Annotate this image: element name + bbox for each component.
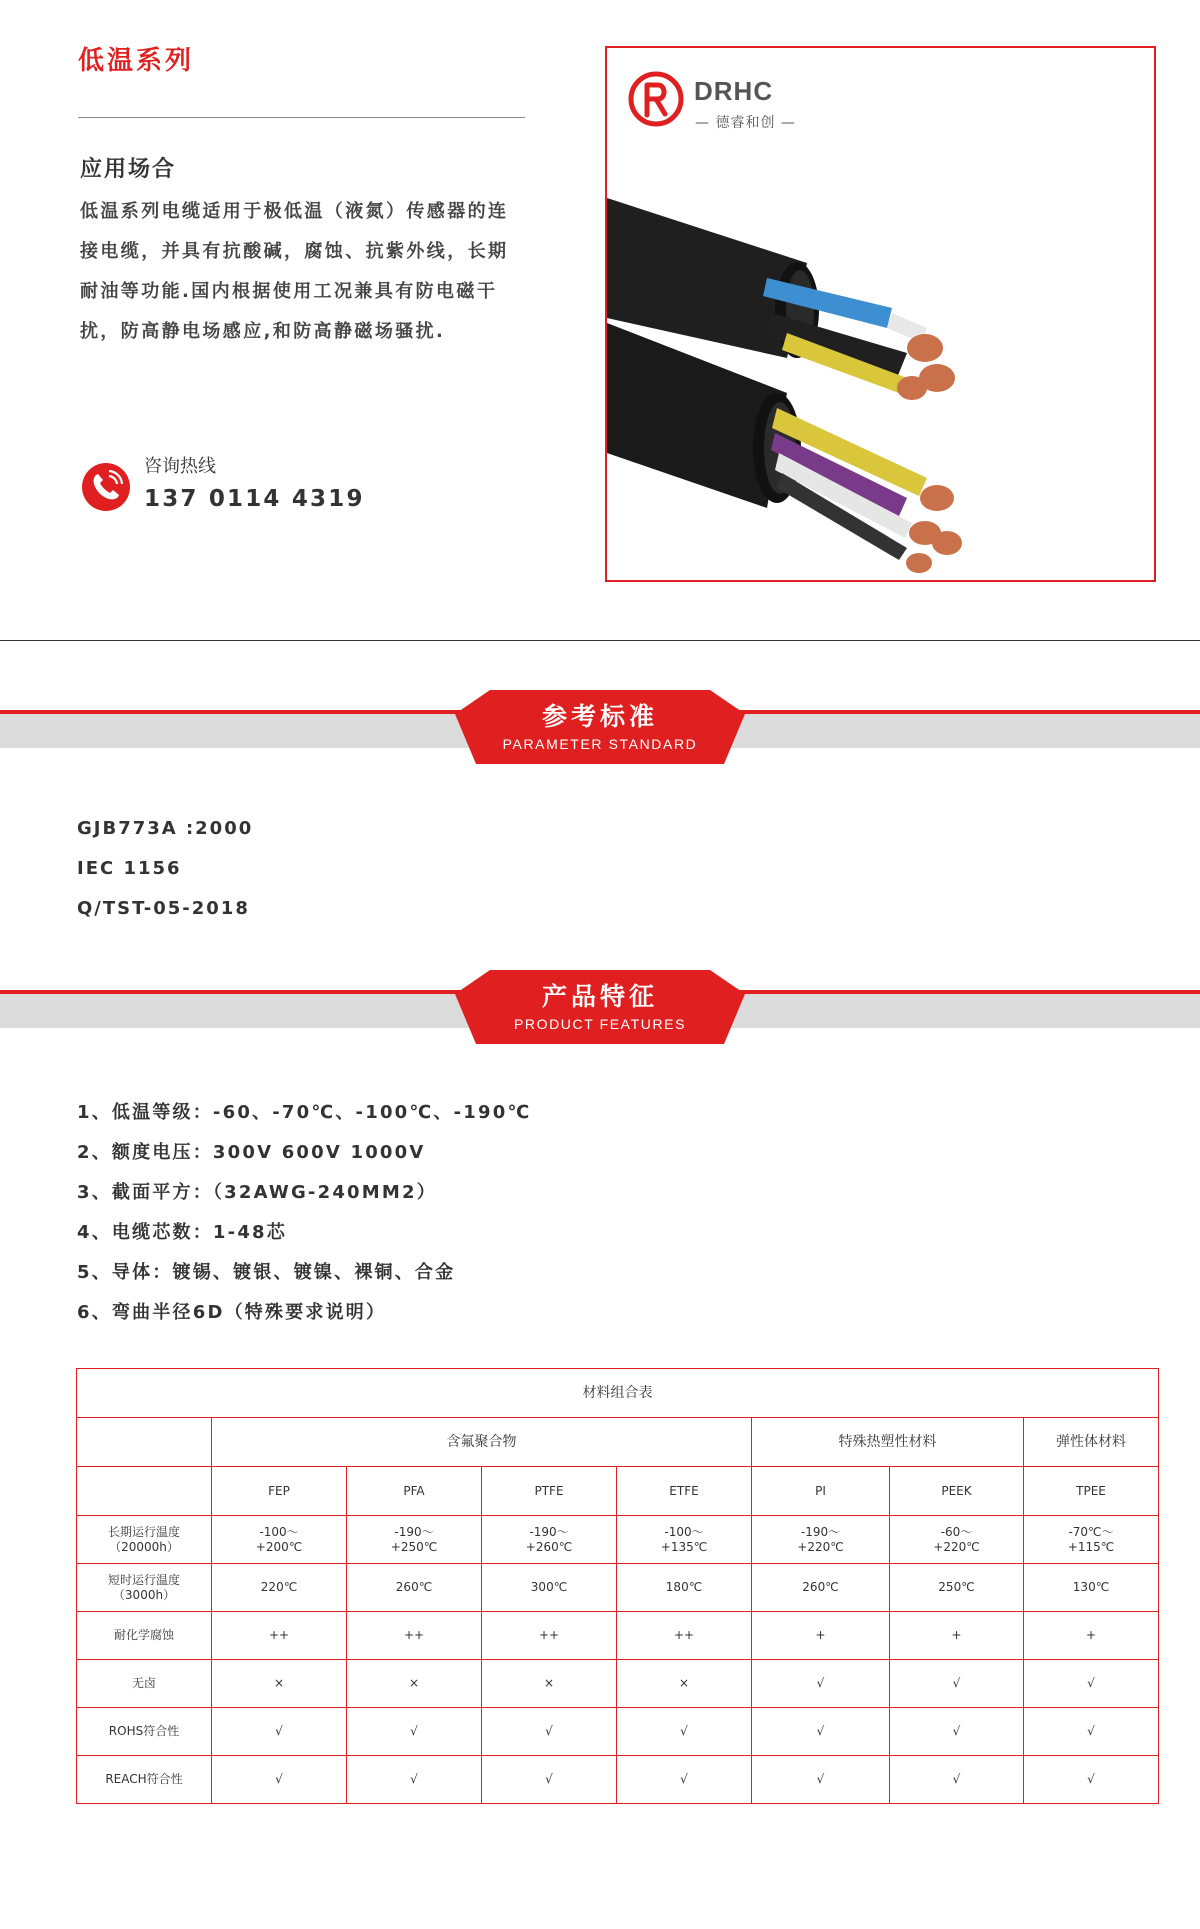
brand-subtitle: — 德睿和创 — — [695, 115, 796, 131]
cell-value: 180℃ — [665, 1580, 703, 1594]
hotline-label: 咨询热线 — [144, 456, 216, 477]
cell-value: -190～ — [529, 1524, 569, 1539]
cell-value: √ — [275, 1724, 283, 1738]
table-cell — [890, 1660, 1024, 1708]
table-cell — [890, 1708, 1024, 1756]
material-header: PFA — [347, 1467, 482, 1516]
cell-value: × — [408, 1676, 420, 1690]
cell-value: √ — [680, 1772, 688, 1786]
table-cell — [1024, 1756, 1159, 1804]
table-cell — [1024, 1516, 1159, 1564]
material-header: TPEE — [1024, 1467, 1159, 1516]
cell-value: +260℃ — [525, 1539, 573, 1554]
cell-value: × — [273, 1676, 285, 1690]
cell-value: √ — [816, 1676, 825, 1690]
table-cell — [212, 1708, 347, 1756]
product-image-box — [605, 46, 1156, 582]
table-cell — [482, 1708, 617, 1756]
cell-value: 220℃ — [260, 1580, 298, 1594]
table-cell — [347, 1756, 482, 1804]
table-cell — [617, 1612, 752, 1660]
cell-value: √ — [410, 1724, 418, 1738]
table-cell — [1024, 1660, 1159, 1708]
row-label-line: 长期运行温度 — [107, 1524, 180, 1539]
section-divider — [0, 640, 1200, 641]
table-cell — [347, 1516, 482, 1564]
cell-value: √ — [545, 1772, 553, 1786]
application-line: 扰，防高静电场感应,和防高静磁场骚扰. — [80, 321, 446, 342]
cell-value: ++ — [673, 1628, 695, 1642]
cell-value: ++ — [403, 1628, 425, 1642]
table-cell — [482, 1756, 617, 1804]
table-cell — [752, 1612, 890, 1660]
cell-value: +250℃ — [390, 1539, 438, 1554]
series-title: 低温系列 — [78, 46, 195, 76]
cell-value: 250℃ — [938, 1580, 975, 1594]
row-label — [77, 1612, 212, 1660]
table-cell — [890, 1612, 1024, 1660]
brand-logo-icon — [627, 70, 685, 132]
features-title-en: PRODUCT FEATURES — [513, 1016, 687, 1032]
cell-value: + — [1085, 1628, 1097, 1642]
brand-name: DRHC — [694, 76, 774, 106]
title-divider — [78, 117, 525, 118]
row-label-line: 短时运行温度 — [107, 1572, 180, 1587]
table-cell — [212, 1612, 347, 1660]
table-cell — [212, 1564, 347, 1612]
table-cell — [890, 1756, 1024, 1804]
cell-value: √ — [275, 1772, 283, 1786]
cell-value: ++ — [268, 1628, 290, 1642]
cell-value: -100～ — [259, 1524, 299, 1539]
material-header: PI — [752, 1467, 890, 1516]
table-row — [77, 1612, 1159, 1660]
feature-item: 6、弯曲半径6D（特殊要求说明） — [77, 1302, 387, 1323]
row-label-line: ROHS符合性 — [108, 1724, 180, 1738]
cable-photo — [607, 178, 1154, 578]
row-label-line: 耐化学腐蚀 — [113, 1628, 174, 1642]
table-cell — [617, 1564, 752, 1612]
cell-value: 260℃ — [395, 1580, 433, 1594]
table-cell — [752, 1708, 890, 1756]
cell-value: √ — [816, 1724, 825, 1738]
table-cell — [212, 1660, 347, 1708]
table-cell — [752, 1660, 890, 1708]
application-description — [80, 192, 530, 352]
cell-value: √ — [410, 1772, 418, 1786]
table-cell — [482, 1564, 617, 1612]
material-header: FEP — [212, 1467, 347, 1516]
feature-item: 2、额度电压：300V 600V 1000V — [77, 1142, 426, 1163]
application-line: 耐油等功能.国内根据使用工况兼具有防电磁干 — [80, 281, 498, 302]
standard-item: IEC 1156 — [77, 858, 182, 879]
feature-item: 4、电缆芯数：1-48芯 — [77, 1222, 287, 1243]
table-cell — [1024, 1708, 1159, 1756]
table-cell — [482, 1660, 617, 1708]
cell-value: +135℃ — [660, 1539, 708, 1554]
group-header: 弹性体材料 — [1024, 1418, 1159, 1467]
cell-value: -60～ — [940, 1524, 973, 1539]
row-label-line: REACH符合性 — [105, 1772, 183, 1786]
cell-value: +200℃ — [255, 1539, 303, 1554]
application-heading: 应用场合 — [80, 157, 177, 182]
table-cell — [347, 1660, 482, 1708]
cell-value: -100～ — [664, 1524, 704, 1539]
cell-value: √ — [1087, 1676, 1095, 1690]
cell-value: +220℃ — [933, 1539, 980, 1554]
table-cell — [617, 1708, 752, 1756]
cell-value: √ — [1087, 1772, 1095, 1786]
table-row — [77, 1756, 1159, 1804]
row-label-line: （20000h） — [109, 1539, 179, 1554]
row-label — [77, 1516, 212, 1564]
table-row — [77, 1660, 1159, 1708]
row-label-line: 无卤 — [131, 1676, 156, 1690]
cell-value: +115℃ — [1067, 1539, 1115, 1554]
group-header: 特殊热塑性材料 — [752, 1418, 1024, 1467]
table-cell — [482, 1612, 617, 1660]
cell-value: √ — [545, 1724, 553, 1738]
table-corner-cell — [77, 1418, 212, 1467]
table-cell — [212, 1756, 347, 1804]
row-label — [77, 1564, 212, 1612]
cell-value: -70℃～ — [1068, 1524, 1114, 1539]
standards-title-en: PARAMETER STANDARD — [502, 736, 698, 752]
application-line: 接电缆，并具有抗酸碱，腐蚀、抗紫外线，长期 — [80, 241, 509, 262]
table-cell — [890, 1564, 1024, 1612]
cell-value: √ — [1087, 1724, 1095, 1738]
cell-value: √ — [952, 1724, 961, 1738]
table-cell — [1024, 1612, 1159, 1660]
standard-item: GJB773A :2000 — [77, 818, 254, 839]
table-cell — [347, 1708, 482, 1756]
table-cell — [347, 1612, 482, 1660]
cell-value: × — [678, 1676, 690, 1690]
feature-item: 1、低温等级：-60、-70℃、-100℃、-190℃ — [77, 1102, 532, 1123]
cell-value: ++ — [538, 1628, 560, 1642]
material-header: PEEK — [890, 1467, 1024, 1516]
table-cell — [752, 1516, 890, 1564]
table-cell — [212, 1516, 347, 1564]
feature-item: 3、截面平方：（32AWG-240MM2） — [77, 1182, 437, 1203]
cell-value: 260℃ — [802, 1580, 839, 1594]
cell-value: + — [815, 1628, 826, 1642]
row-label — [77, 1756, 212, 1804]
table-cell — [617, 1660, 752, 1708]
cell-value: 300℃ — [530, 1580, 568, 1594]
table-row — [77, 1708, 1159, 1756]
phone-icon — [82, 463, 130, 511]
table-cell — [347, 1564, 482, 1612]
table-cell — [890, 1516, 1024, 1564]
hotline-number[interactable]: 137 0114 4319 — [144, 486, 365, 512]
cell-value: √ — [952, 1772, 961, 1786]
material-table — [76, 1368, 1159, 1804]
material-header: ETFE — [617, 1467, 752, 1516]
standard-item: Q/TST-05-2018 — [77, 898, 250, 919]
cell-value: √ — [680, 1724, 688, 1738]
table-row — [77, 1564, 1159, 1612]
table-caption: 材料组合表 — [77, 1369, 1159, 1418]
row-label-line: （3000h） — [112, 1587, 176, 1602]
feature-item: 5、导体：镀锡、镀银、镀镍、裸铜、合金 — [77, 1262, 456, 1283]
standards-title-cn: 参考标准 — [541, 702, 658, 731]
cell-value: -190～ — [394, 1524, 434, 1539]
table-cell — [752, 1564, 890, 1612]
row-label — [77, 1708, 212, 1756]
features-banner — [0, 968, 1200, 1044]
features-title-cn: 产品特征 — [541, 982, 658, 1011]
cell-value: -190～ — [800, 1524, 841, 1539]
cell-value: + — [951, 1628, 962, 1642]
table-cell — [617, 1756, 752, 1804]
material-header: PTFE — [482, 1467, 617, 1516]
row-label — [77, 1660, 212, 1708]
application-line: 低温系列电缆适用于极低温（液氮）传感器的连 — [80, 201, 509, 222]
cell-value: √ — [952, 1676, 961, 1690]
cell-value: +220℃ — [797, 1539, 844, 1554]
table-cell — [482, 1516, 617, 1564]
table-cell — [1024, 1564, 1159, 1612]
table-cell — [752, 1756, 890, 1804]
standards-banner — [0, 688, 1200, 764]
table-row — [77, 1516, 1159, 1564]
table-cell — [617, 1516, 752, 1564]
cell-value: × — [543, 1676, 555, 1690]
cell-value: 130℃ — [1072, 1580, 1110, 1594]
table-corner-cell — [77, 1467, 212, 1516]
group-header: 含氟聚合物 — [212, 1418, 752, 1467]
cell-value: √ — [816, 1772, 825, 1786]
